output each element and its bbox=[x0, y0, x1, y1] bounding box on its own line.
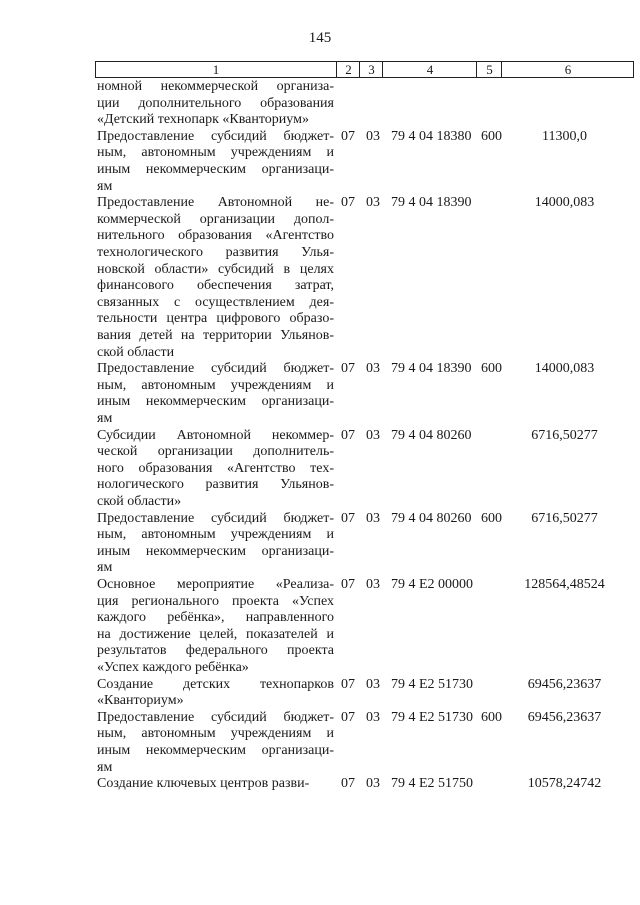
row-name bbox=[97, 577, 334, 677]
row-name bbox=[97, 361, 334, 427]
row-name bbox=[97, 428, 334, 511]
row-section: 07 bbox=[341, 776, 355, 792]
header-col-name: 1 bbox=[212, 62, 220, 77]
table-row bbox=[0, 129, 640, 195]
row-name-line: иным некоммерческим организаци- bbox=[97, 161, 334, 177]
row-csr: 79 4 04 80260 bbox=[391, 510, 472, 526]
row-section: 07 bbox=[341, 676, 355, 692]
row-name-line: «Детский технопарк «Кванториум» bbox=[97, 112, 309, 128]
table-row bbox=[0, 776, 640, 793]
header-col-subsection: 3 bbox=[359, 62, 383, 77]
row-subsection: 03 bbox=[366, 709, 380, 725]
row-name bbox=[97, 710, 334, 776]
table-row bbox=[0, 710, 640, 776]
row-name-line: технологического развития Улья- bbox=[97, 244, 334, 260]
table-row bbox=[0, 79, 640, 129]
row-name-line: Предоставление субсидий бюджет- bbox=[97, 709, 334, 725]
row-csr: 79 4 E2 51730 bbox=[391, 709, 474, 725]
row-subsection: 03 bbox=[366, 361, 380, 377]
row-vr: 600 bbox=[481, 709, 502, 725]
table-header bbox=[95, 61, 634, 78]
header-col-sum: 6 bbox=[501, 62, 634, 77]
row-name-line: результатов федерального проекта bbox=[97, 643, 334, 659]
row-name-line: ской области» bbox=[97, 493, 182, 509]
row-section: 07 bbox=[341, 709, 355, 725]
row-name-line: вания детей на территории Ульянов- bbox=[97, 327, 334, 343]
row-sum: 6716,50277 bbox=[531, 427, 598, 443]
row-name-line: номной некоммерческой организа- bbox=[97, 79, 334, 94]
row-sum: 14000,083 bbox=[534, 195, 595, 211]
table-row bbox=[0, 361, 640, 427]
row-vr: 600 bbox=[481, 510, 502, 526]
row-name-line: Предоставление Автономной не- bbox=[97, 195, 334, 211]
row-name-line: ным, автономным учреждениям и bbox=[97, 377, 334, 393]
row-name-line: иным некоммерческим организаци- bbox=[97, 394, 334, 410]
row-name-line: тельности центра цифрового образо- bbox=[97, 311, 334, 327]
row-name-line: нительного образования «Агентство bbox=[97, 228, 334, 244]
row-name-line: Основное мероприятие «Реализа- bbox=[97, 576, 334, 592]
header-col-section: 2 bbox=[336, 62, 360, 77]
row-section: 07 bbox=[341, 510, 355, 526]
table-row bbox=[0, 195, 640, 361]
row-name-line: ция регионального проекта «Успех bbox=[97, 593, 334, 609]
row-name-line: ям bbox=[97, 560, 113, 576]
row-csr: 79 4 04 18380 bbox=[391, 128, 472, 144]
row-name-line: Предоставление субсидий бюджет- bbox=[97, 361, 334, 377]
row-subsection: 03 bbox=[366, 576, 380, 592]
row-vr: 600 bbox=[481, 361, 502, 377]
row-name bbox=[97, 511, 334, 577]
row-name bbox=[97, 79, 334, 129]
row-sum: 69456,23637 bbox=[527, 709, 602, 725]
row-vr: 600 bbox=[481, 128, 502, 144]
row-sum: 128564,48524 bbox=[524, 576, 605, 592]
row-csr: 79 4 04 80260 bbox=[391, 427, 472, 443]
row-name bbox=[97, 129, 334, 195]
table-row bbox=[0, 511, 640, 577]
row-section: 07 bbox=[341, 427, 355, 443]
row-name-line: «Успех каждого ребёнка» bbox=[97, 659, 249, 675]
row-sum: 10578,24742 bbox=[527, 776, 602, 792]
row-name-line: Субсидии Автономной некоммер- bbox=[97, 427, 334, 443]
row-subsection: 03 bbox=[366, 195, 380, 211]
row-section: 07 bbox=[341, 361, 355, 377]
row-section: 07 bbox=[341, 195, 355, 211]
row-name bbox=[97, 776, 334, 793]
page-number: 145 bbox=[308, 30, 332, 46]
row-name-line: ным, автономным учреждениям и bbox=[97, 726, 334, 742]
row-name-line: нологического развития Ульянов- bbox=[97, 477, 334, 493]
header-col-vr: 5 bbox=[476, 62, 502, 77]
row-csr: 79 4 E2 00000 bbox=[391, 576, 474, 592]
row-subsection: 03 bbox=[366, 427, 380, 443]
row-subsection: 03 bbox=[366, 128, 380, 144]
row-name-line: Создание детских технопарков bbox=[97, 676, 334, 692]
row-csr: 79 4 E2 51730 bbox=[391, 676, 474, 692]
row-name-line: связанных с осуществлением дея- bbox=[97, 294, 334, 310]
row-sum: 69456,23637 bbox=[527, 676, 602, 692]
row-csr: 79 4 04 18390 bbox=[391, 195, 472, 211]
row-name-line: Создание ключевых центров разви- bbox=[97, 776, 310, 792]
row-name-line: ным, автономным учреждениям и bbox=[97, 527, 334, 543]
table-row bbox=[0, 428, 640, 511]
header-col-csr: 4 bbox=[382, 62, 477, 77]
table-row bbox=[0, 677, 640, 710]
row-section: 07 bbox=[341, 128, 355, 144]
row-name bbox=[97, 677, 334, 710]
row-sum: 14000,083 bbox=[534, 361, 595, 377]
row-name-line: ческой организации дополнитель- bbox=[97, 444, 334, 460]
row-name-line: «Кванториум» bbox=[97, 693, 184, 709]
row-name-line: новской области» субсидий в целях bbox=[97, 261, 334, 277]
row-subsection: 03 bbox=[366, 776, 380, 792]
row-name-line: ской области bbox=[97, 344, 175, 360]
row-name-line: иным некоммерческим организаци- bbox=[97, 543, 334, 559]
row-name-line: ям bbox=[97, 178, 113, 194]
row-name-line: финансового обеспечения затрат, bbox=[97, 278, 334, 294]
table-body bbox=[0, 79, 640, 793]
row-sum: 11300,0 bbox=[542, 128, 587, 144]
row-csr: 79 4 04 18390 bbox=[391, 361, 472, 377]
row-sum: 6716,50277 bbox=[531, 510, 598, 526]
row-name-line: ным, автономным учреждениям и bbox=[97, 145, 334, 161]
row-name bbox=[97, 195, 334, 361]
row-section: 07 bbox=[341, 576, 355, 592]
row-name-line: иным некоммерческим организаци- bbox=[97, 742, 334, 758]
table-row bbox=[0, 577, 640, 677]
row-name-line: ного образования «Агентство тех- bbox=[97, 460, 334, 476]
row-csr: 79 4 E2 51750 bbox=[391, 776, 474, 792]
row-subsection: 03 bbox=[366, 510, 380, 526]
row-name-line: на достижение целей, показателей и bbox=[97, 626, 334, 642]
row-subsection: 03 bbox=[366, 676, 380, 692]
row-name-line: каждого ребёнка», направленного bbox=[97, 610, 334, 626]
row-name-line: Предоставление субсидий бюджет- bbox=[97, 128, 334, 144]
row-name-line: ции дополнительного образования bbox=[97, 95, 334, 111]
row-name-line: ям bbox=[97, 410, 113, 426]
row-name-line: ям bbox=[97, 759, 113, 775]
row-name-line: Предоставление субсидий бюджет- bbox=[97, 510, 334, 526]
row-name-line: коммерческой организации допол- bbox=[97, 211, 334, 227]
